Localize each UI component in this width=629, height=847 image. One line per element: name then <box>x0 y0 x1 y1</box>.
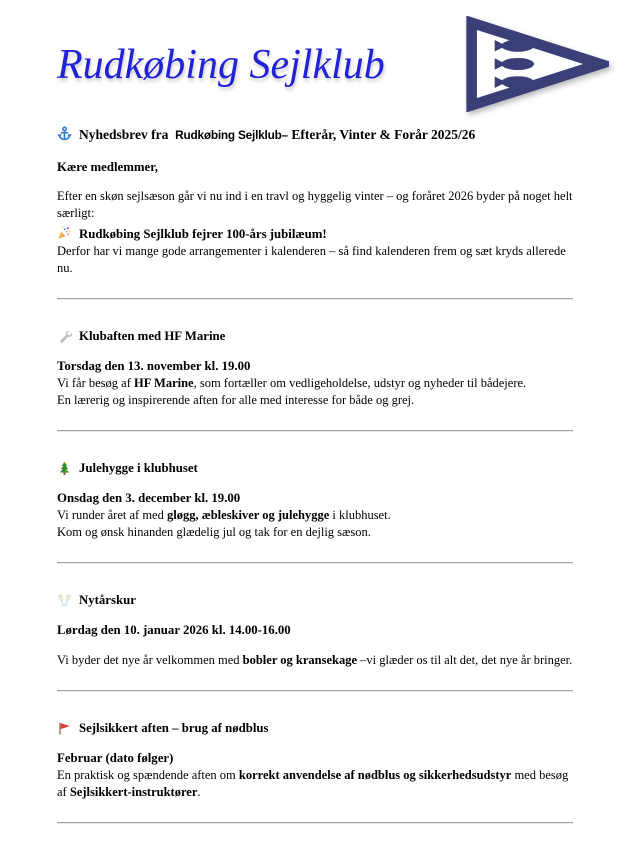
jubilee-text: Rudkøbing Sejlklub fejrer 100-års jubilæum! <box>79 227 327 241</box>
pennant-fish-logo-icon <box>461 16 609 112</box>
event-heading <box>57 591 573 609</box>
text-part-bold: HF Marine <box>134 376 194 390</box>
event-description-2: Kom og ønsk hinanden glædelig jul og tak for en dejlig sæson. <box>57 525 371 539</box>
text-part: i klubhuset. <box>329 508 391 522</box>
event-title: Klubaften med HF Marine <box>79 329 226 343</box>
event-heading <box>57 327 573 345</box>
section-divider <box>57 430 573 432</box>
event-description <box>57 652 573 669</box>
jubilee-announcement <box>57 225 573 243</box>
event-title: Nytårskur <box>79 593 136 607</box>
newsletter-title-season: Efterår, Vinter & Forår 2025/26 <box>288 127 476 142</box>
red-flag-icon <box>57 721 72 736</box>
event-date: Onsdag den 3. december kl. 19.00 <box>57 491 241 505</box>
text-part-bold: Sejlsikkert-instruktører <box>69 785 198 799</box>
text-part: , som fortæller om vedligeholdelse, udstyr og nyheder til bådejere. <box>193 376 527 390</box>
text-part-bold: korrekt anvendelse af nødblus og sikkerhedsudstyr <box>238 768 512 782</box>
newsletter-title-part1: Nyhedsbrev fra <box>79 127 176 142</box>
section-divider <box>57 562 573 564</box>
event-date: Lørdag den 10. januar 2026 kl. 14.00-16.00 <box>57 623 291 637</box>
text-part: Vi får besøg af <box>57 376 134 390</box>
event-section-nytaarskur <box>57 591 573 669</box>
text-part: –vi glæder os til alt det, det nye år bringer. <box>360 653 573 667</box>
event-section-klubaften <box>57 327 573 409</box>
event-date: Februar (dato følger) <box>57 751 174 765</box>
greeting: Kære medlemmer, <box>57 160 158 174</box>
text-part: Vi byder det nye år velkommen med <box>57 653 243 667</box>
party-popper-icon <box>57 225 72 240</box>
event-description <box>57 767 573 801</box>
text-part: En praktisk og spændende aften om <box>57 768 239 782</box>
event-description-2: En lærerig og inspirerende aften for alle med interesse for både og grej. <box>57 393 415 407</box>
text-part: Vi runder året af med <box>57 508 167 522</box>
christmas-tree-icon <box>57 461 72 476</box>
text-part: . <box>197 785 201 799</box>
text-part: med besøg af <box>57 768 569 799</box>
section-divider <box>57 822 573 824</box>
wrench-icon <box>57 329 72 344</box>
event-title: Julehygge i klubhuset <box>79 461 198 475</box>
text-part-bold: bobler og kransekage <box>242 653 361 667</box>
event-description <box>57 507 573 524</box>
newsletter-title <box>57 126 573 144</box>
section-divider <box>57 690 573 692</box>
newsletter-title-clubname: Rudkøbing Sejlklub– <box>175 128 288 142</box>
calendar-paragraph: Derfor har vi mange gode arrangementer i kalenderen – så find kalenderen frem og sæt kryds allerede nu. <box>57 244 566 275</box>
event-heading <box>57 719 573 737</box>
clinking-glasses-icon <box>57 593 72 608</box>
intro-paragraph: Efter en skøn sejlsæson går vi nu ind i en travl og hyggelig vinter – og foråret 2026 byder på noget helt særligt: <box>57 189 573 220</box>
section-divider <box>57 298 573 300</box>
event-heading <box>57 459 573 477</box>
event-section-sejlsikkert <box>57 719 573 801</box>
event-section-julehygge <box>57 459 573 541</box>
newsletter-body <box>57 118 573 824</box>
event-title: Sejlsikkert aften – brug af nødblus <box>79 721 269 735</box>
anchor-icon <box>57 126 72 141</box>
club-title: Rudkøbing Sejlklub <box>57 42 385 88</box>
event-description <box>57 375 573 392</box>
text-part-bold: gløgg, æbleskiver og julehygge <box>166 508 330 522</box>
event-date: Torsdag den 13. november kl. 19.00 <box>57 359 251 373</box>
